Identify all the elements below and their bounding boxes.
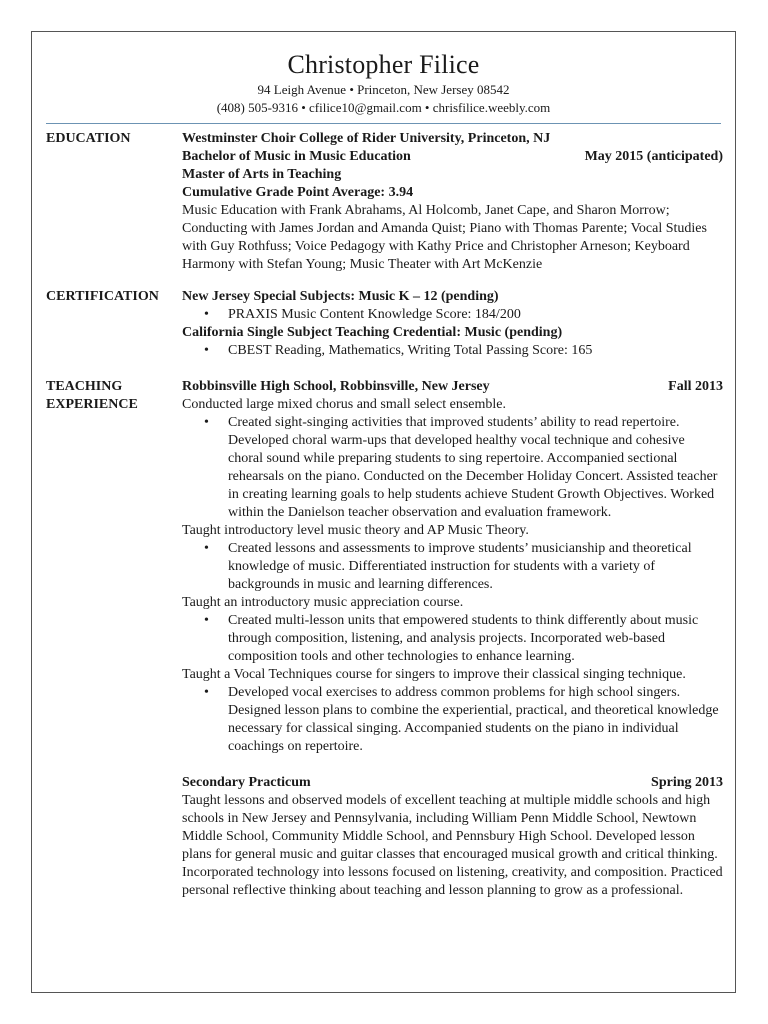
- education-label: EDUCATION: [46, 131, 131, 146]
- contact-line: (408) 505-9316 • cfilice10@gmail.com • chrisfilice.weebly.com: [216, 100, 551, 115]
- job1-date: Fall 2013: [668, 379, 723, 394]
- job1-title: Robbinsville High School, Robbinsville, New Jersey: [182, 379, 490, 394]
- education-courses: Music Education with Frank Abrahams, Al Holcomb, Janet Cape, and Sharon Morrow; Conducting with James Jordan and Amanda Quist; Piano with Thomas Parente; Vocal Studies with Guy Rothfuss; Voice Pedagogy with Kathy Price and Christopher Arneson; Keyboard Harmony with Stefan Young; Music Theater with Art McKenzie: [182, 203, 707, 272]
- address-line: 94 Leigh Avenue • Princeton, New Jersey 08542: [257, 82, 510, 97]
- resume-page: [31, 31, 736, 993]
- job1-duty-4: Taught a Vocal Techniques course for singers to improve their classical singing technique.: [182, 667, 686, 682]
- teaching-label-line1: TEACHING: [46, 379, 123, 394]
- job1-header: [182, 378, 723, 396]
- certification-label: CERTIFICATION: [46, 289, 159, 304]
- education-degree-2: Master of Arts in Teaching: [182, 167, 342, 182]
- job2-header: [182, 774, 723, 792]
- job1-bullet-1: • Created sight-singing activities that improved students’ ability to read repertoire. Developed choral warm-ups that developed healthy vocal technique and cohesive choral sound while preparing students to sing repertoire. Accompanied sectional rehearsals on the piano. Conducted on the December Holiday Concert. Assisted teacher in creating learning goals to help students achieve Student Growth Objectives. Worked within the Danielson teacher observation and evaluation framework.: [228, 414, 723, 522]
- education-gpa: Cumulative Grade Point Average: 3.94: [182, 185, 414, 200]
- job1-duty-1: Conducted large mixed chorus and small select ensemble.: [182, 397, 506, 412]
- job2-date: Spring 2013: [651, 775, 723, 790]
- education-degree-row: [182, 148, 723, 166]
- certification-ca-bullet: • CBEST Reading, Mathematics, Writing Total Passing Score: 165: [228, 342, 723, 360]
- certification-ca: California Single Subject Teaching Credential: Music (pending): [182, 325, 563, 340]
- job1-duty-3: Taught an introductory music appreciation course.: [182, 595, 464, 610]
- teaching-body: [182, 378, 723, 900]
- job1-bullet-3: • Created multi-lesson units that empowered students to think differently about music through composition, listening, and analysis projects. Incorporated web-based composition tools and other technologies to enhance learning.: [228, 612, 723, 666]
- teaching-label-line2: EXPERIENCE: [46, 397, 138, 412]
- education-degree: Bachelor of Music in Music Education: [182, 149, 411, 164]
- job2-title: Secondary Practicum: [182, 775, 311, 790]
- education-body: [182, 130, 723, 274]
- candidate-name: Christopher Filice: [287, 50, 480, 79]
- header-divider: [46, 123, 721, 124]
- teaching-label: [46, 378, 176, 414]
- job1-bullet-4: • Developed vocal exercises to address common problems for high school singers. Designed lesson plans to combine the experiential, practical, and theoretical knowledge necessary for classical singing. Accompanied students on the piano in individual coachings on repertoire.: [228, 684, 723, 756]
- certification-body: [182, 288, 723, 360]
- certification-nj-bullet: • PRAXIS Music Content Knowledge Score: 184/200: [228, 306, 723, 324]
- job1-duty-2: Taught introductory level music theory and AP Music Theory.: [182, 523, 529, 538]
- education-degree-date: May 2015 (anticipated): [584, 149, 723, 164]
- certification-nj: New Jersey Special Subjects: Music K – 12 (pending): [182, 289, 499, 304]
- education-school: Westminster Choir College of Rider University, Princeton, NJ: [182, 131, 551, 146]
- job1-bullet-2: • Created lessons and assessments to improve students’ musicianship and theoretical knowledge of music. Differentiated instruction for students with a variety of backgrounds in music and learning differences.: [228, 540, 723, 594]
- job2-description: Taught lessons and observed models of excellent teaching at multiple middle schools and high schools in New Jersey and Pennsylvania, including William Penn Middle School, Newtown Middle School, Community Middle School, and Pennsbury High School. Developed lesson plans for general music and guitar classes that encouraged musical growth and critical thinking. Incorporated technology into lessons focused on listening, creativity, and composition. Practiced personal reflective thinking about teaching and lesson planning to grow as a professional.: [182, 793, 723, 898]
